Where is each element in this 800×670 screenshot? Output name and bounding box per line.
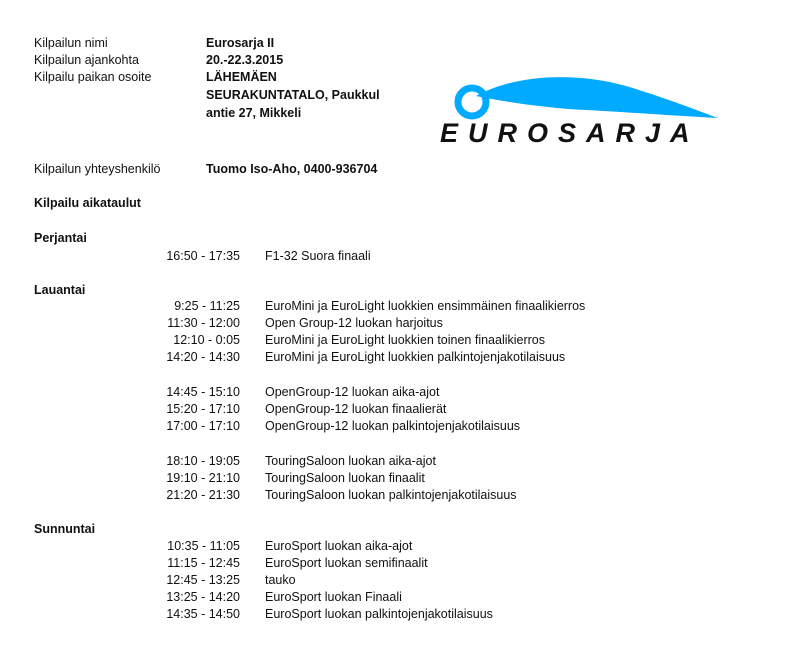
event-time: 13:25 - 14:20 [166,590,240,604]
event-time: 18:10 - 19:05 [166,454,240,468]
event-time: 14:45 - 15:10 [166,385,240,399]
event-desc: OpenGroup-12 luokan palkintojenjakotilaisuus [265,419,521,433]
logo-ring [458,88,486,116]
logo-text: EUROSARJA [440,118,700,148]
event-time: 19:10 - 21:10 [166,471,240,485]
event-desc: OpenGroup-12 luokan finaalierät [265,402,447,416]
day-heading-sunday: Sunnuntai [34,522,96,536]
competition-address-line3: antie 27, Mikkeli [206,106,302,120]
event-desc: EuroSport luokan palkintojenjakotilaisuus [265,607,493,621]
contact-person-label: Kilpailun yhteyshenkilö [34,162,161,176]
competition-date-label: Kilpailun ajankohta [34,53,139,67]
event-time: 11:30 - 12:00 [167,316,240,330]
competition-name-label: Kilpailun nimi [34,36,108,50]
event-time: 14:20 - 14:30 [166,350,240,364]
competition-date-value: 20.-22.3.2015 [206,53,284,67]
event-desc: Open Group-12 luokan harjoitus [265,316,443,330]
competition-address-label: Kilpailu paikan osoite [34,70,152,84]
contact-person-value: Tuomo Iso-Aho, 0400-936704 [206,162,378,176]
competition-name-value: Eurosarja II [206,36,275,50]
schedule-title: Kilpailu aikataulut [34,196,141,210]
competition-address-line1: LÄHEMÄEN [206,70,277,84]
event-desc: tauko [265,573,296,587]
event-time: 21:20 - 21:30 [166,488,240,502]
event-desc: EuroMini ja EuroLight luokkien palkintojenjakotilaisuus [265,350,566,364]
event-desc: F1-32 Suora finaali [265,249,371,263]
event-time: 14:35 - 14:50 [166,607,240,621]
event-desc: EuroSport luokan Finaali [265,590,402,604]
day-heading-saturday: Lauantai [34,283,86,297]
event-desc: EuroMini ja EuroLight luokkien ensimmäinen finaalikierros [265,299,586,313]
event-time: 12:10 - 0:05 [173,333,240,347]
logo-swoosh [476,77,718,118]
competition-address-line2: SEURAKUNTATALO, Paukkul [206,88,380,102]
event-time: 15:20 - 17:10 [166,402,240,416]
event-time: 11:15 - 12:45 [167,556,240,570]
event-time: 9:25 - 11:25 [174,299,240,313]
event-time: 16:50 - 17:35 [166,249,240,263]
event-time: 10:35 - 11:05 [167,539,240,553]
event-desc: OpenGroup-12 luokan aika-ajot [265,385,440,399]
event-desc: TouringSaloon luokan aika-ajot [265,454,436,468]
event-desc: EuroSport luokan semifinaalit [265,556,428,570]
event-time: 12:45 - 13:25 [166,573,240,587]
event-time: 17:00 - 17:10 [166,419,240,433]
event-desc: EuroMini ja EuroLight luokkien toinen finaalikierros [265,333,546,347]
event-desc: TouringSaloon luokan finaalit [265,471,425,485]
day-heading-friday: Perjantai [34,231,87,245]
event-desc: TouringSaloon luokan palkintojenjakotilaisuus [265,488,517,502]
event-desc: EuroSport luokan aika-ajot [265,539,413,553]
